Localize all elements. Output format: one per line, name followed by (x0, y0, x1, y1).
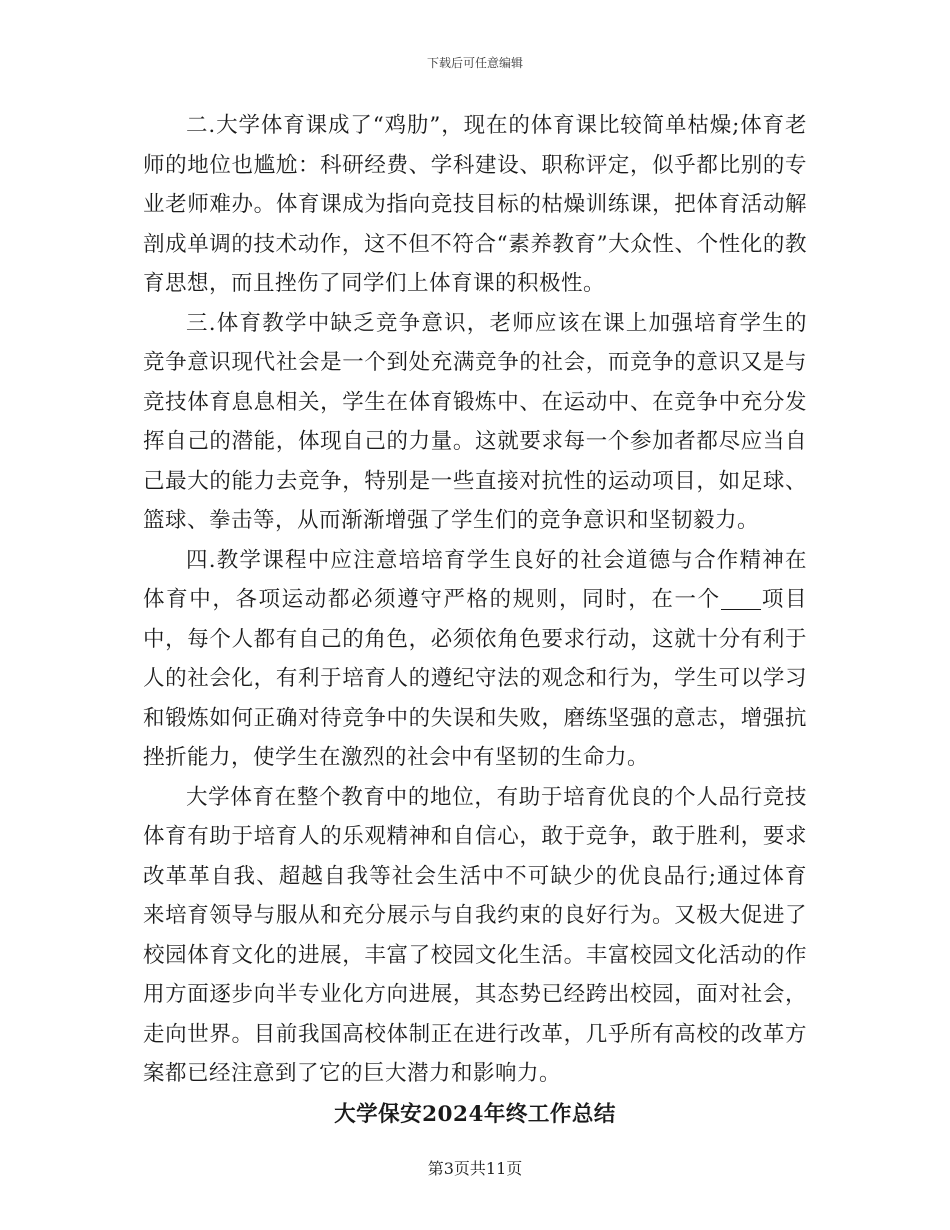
header-note: 下载后可任意编辑 (426, 56, 523, 70)
page-number: 第3页共11页 (427, 1159, 523, 1178)
section-title: 大学保安2024年终工作总结 (334, 1101, 616, 1127)
paragraph-3: 三.体育教学中缺乏竞争意识，老师应该在课上加强培育学生的竞争意识现代社会是一个到处充满竞争的社会，而竞争的意识又是与竞技体育息息相关，学生在体育锻炼中、在运动中、在竞争中充分发挥自己的潜能，体现自己的力量。这就要求每一个参加者都尽应当自己最大的能力去竞争，特别是一些直接对抗性的运动项目，如足球、篮球、拳击等，从而渐渐增强了学生们的竞争意识和坚韧毅力。 (143, 310, 807, 533)
paragraph-4 (143, 541, 807, 778)
paragraph-2: 二.大学体育课成了“鸡肋”，现在的体育课比较简单枯燥;体育老师的地位也尴尬：科研经费、学科建设、职称评定，似乎都比别的专业老师难办。体育课成为指向竞技目标的枯燥训练课，把体育活动解剖成单调的技术动作，这不但不符合“素养教育”大众性、个性化的教育思想，而且挫伤了同学们上体育课的积极性。 (143, 113, 807, 296)
paragraph-4-part-1: 四.教学课程中应注意培培育学生良好的社会道德与合作精神在体育中，各项运动都必须遵守严格的规则，同时，在一个 (143, 547, 807, 612)
document-body (143, 106, 807, 1134)
fill-in-blank (721, 585, 761, 610)
paragraph-4-part-2: 项目中，每个人都有自己的角色，必须依角色要求行动，这就十分有利于人的社会化，有利于培育人的遵纪守法的观念和行为，学生可以学习和锻炼如何正确对待竞争中的失误和失败，磨练坚强的意志，增强抗挫折能力，使学生在激烈的社会中有坚韧的生命力。 (143, 587, 807, 770)
paragraph-5: 大学体育在整个教育中的地位，有助于培育优良的个人品行竞技体育有助于培育人的乐观精神和自信心，敢于竞争，敢于胜利，要求改革革自我、超越自我等社会生活中不可缺少的优良品行;通过体育来培育领导与服从和充分展示与自我约束的良好行为。又极大促进了校园体育文化的进展，丰富了校园文化生活。丰富校园文化活动的作用方面逐步向半专业化方向进展，其态势已经跨出校园，面对社会，走向世界。目前我国高校体制正在进行改革，几乎所有高校的改革方案都已经注意到了它的巨大潜力和影响力。 (143, 784, 807, 1086)
